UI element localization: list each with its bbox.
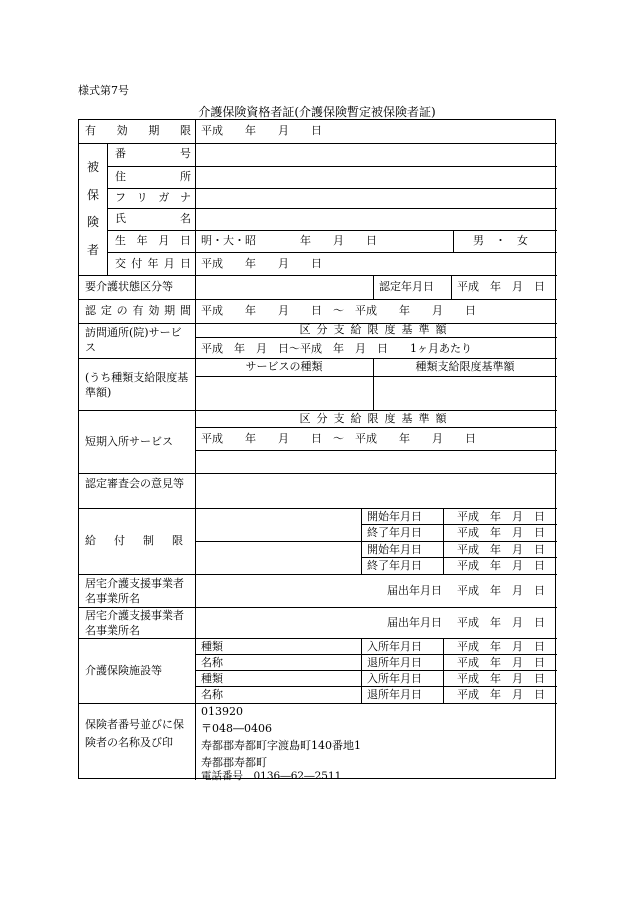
insurer-address: 寿都郡寿都町字渡島町140番地1 — [201, 739, 361, 752]
care-support-label-2: 居宅介護支援事業者名事業所名 — [85, 609, 184, 637]
insurer-phone: 電話番号 0136―62―2511 — [201, 770, 342, 782]
benefit-end-label-2: 終了年月日 — [367, 559, 422, 572]
insured-name-label: 氏 名 — [115, 212, 191, 225]
insured-furigana-label: フ リ ガ ナ — [115, 191, 191, 204]
home-service-label: 訪問通所(院)サービス — [85, 326, 182, 354]
care-level-label: 要介護状態区分等 — [85, 280, 173, 293]
review-opinion-label: 認定審査会の意見等 — [85, 477, 184, 490]
care-support-label-1: 居宅介護支援事業者名事業所名 — [85, 577, 184, 605]
discharge-label-2: 退所年月日 — [367, 688, 422, 701]
insurer-postal: 〒048―0406 — [201, 722, 272, 735]
cert-date-value: 平成 年 月 日 — [457, 280, 545, 293]
cert-period-label: 認 定 の 有 効 期 間 — [85, 304, 191, 317]
validity-value: 平成 年 月 日 — [201, 124, 322, 137]
validity-label: 有 効 期 限 — [85, 124, 191, 137]
cert-date-label: 認定年月日 — [379, 280, 434, 293]
benefit-end-value-1: 平成 年 月 日 — [457, 526, 545, 539]
insurer-name: 寿都郡寿都町 — [201, 756, 267, 769]
facility-type-label-2: 種類 — [201, 672, 223, 685]
benefit-start-label-2: 開始年月日 — [367, 543, 422, 556]
facility-label: 介護保険施設等 — [85, 664, 162, 677]
issue-date-value: 平成 年 月 日 — [201, 257, 322, 270]
insured-number-label: 番 号 — [115, 147, 191, 160]
form-number: 様式第7号 — [78, 84, 129, 97]
admission-label-2: 入所年月日 — [367, 672, 422, 685]
short-stay-period: 平成 年 月 日 ～ 平成 年 月 日 — [201, 432, 476, 445]
issue-date-label: 交 付 年 月 日 — [115, 257, 191, 270]
discharge-date-2: 平成 年 月 日 — [457, 688, 545, 701]
benefit-end-value-2: 平成 年 月 日 — [457, 559, 545, 572]
care-support-date-2: 平成 年 月 日 — [457, 616, 545, 629]
insurer-label: 保険者番号並びに保険者の名称及び印 — [85, 718, 184, 749]
home-service-sub-label: (うち種類支給限度基準額) — [85, 371, 189, 399]
discharge-date-1: 平成 年 月 日 — [457, 656, 545, 669]
short-stay-label: 短期入所サービス — [85, 435, 173, 448]
facility-type-label-1: 種類 — [201, 640, 223, 653]
birth-date-value: 明・大・昭 年 月 日 — [201, 234, 377, 247]
insured-address-label: 住 所 — [115, 170, 191, 183]
service-type-header: サービスの種類 — [245, 360, 323, 373]
care-support-date-1: 平成 年 月 日 — [457, 584, 545, 597]
home-service-limit-header: 区分支給限度基準額 — [299, 323, 453, 336]
sex-value: 男 ・ 女 — [473, 234, 528, 247]
insured-label: 被 保 険 者 — [86, 160, 99, 257]
benefit-start-value-2: 平成 年 月 日 — [457, 543, 545, 556]
discharge-label-1: 退所年月日 — [367, 656, 422, 669]
insurer-number: 013920 — [201, 705, 243, 718]
benefit-start-value-1: 平成 年 月 日 — [457, 510, 545, 523]
care-support-notified-label-1: 届出年月日 — [387, 584, 442, 597]
benefit-end-label-1: 終了年月日 — [367, 526, 422, 539]
admission-label-1: 入所年月日 — [367, 640, 422, 653]
admission-date-1: 平成 年 月 日 — [457, 640, 545, 653]
care-support-notified-label-2: 届出年月日 — [387, 616, 442, 629]
type-limit-header: 種類支給限度基準額 — [415, 360, 515, 373]
admission-date-2: 平成 年 月 日 — [457, 672, 545, 685]
cert-period-value: 平成 年 月 日 ～ 平成 年 月 日 — [201, 304, 476, 317]
benefit-start-label-1: 開始年月日 — [367, 510, 422, 523]
certificate-table — [78, 119, 556, 782]
short-stay-limit-header: 区分支給限度基準額 — [299, 412, 453, 425]
benefit-limit-label: 給 付 制 限 — [85, 534, 183, 547]
birth-date-label: 生 年 月 日 — [115, 234, 191, 247]
home-service-period: 平成 年 月 日～平成 年 月 日 1ヶ月あたり — [201, 342, 472, 355]
facility-name-label-1: 名称 — [201, 656, 223, 669]
document-title: 介護保険資格者証(介護保険暫定被保険者証) — [198, 105, 436, 119]
facility-name-label-2: 名称 — [201, 688, 223, 701]
